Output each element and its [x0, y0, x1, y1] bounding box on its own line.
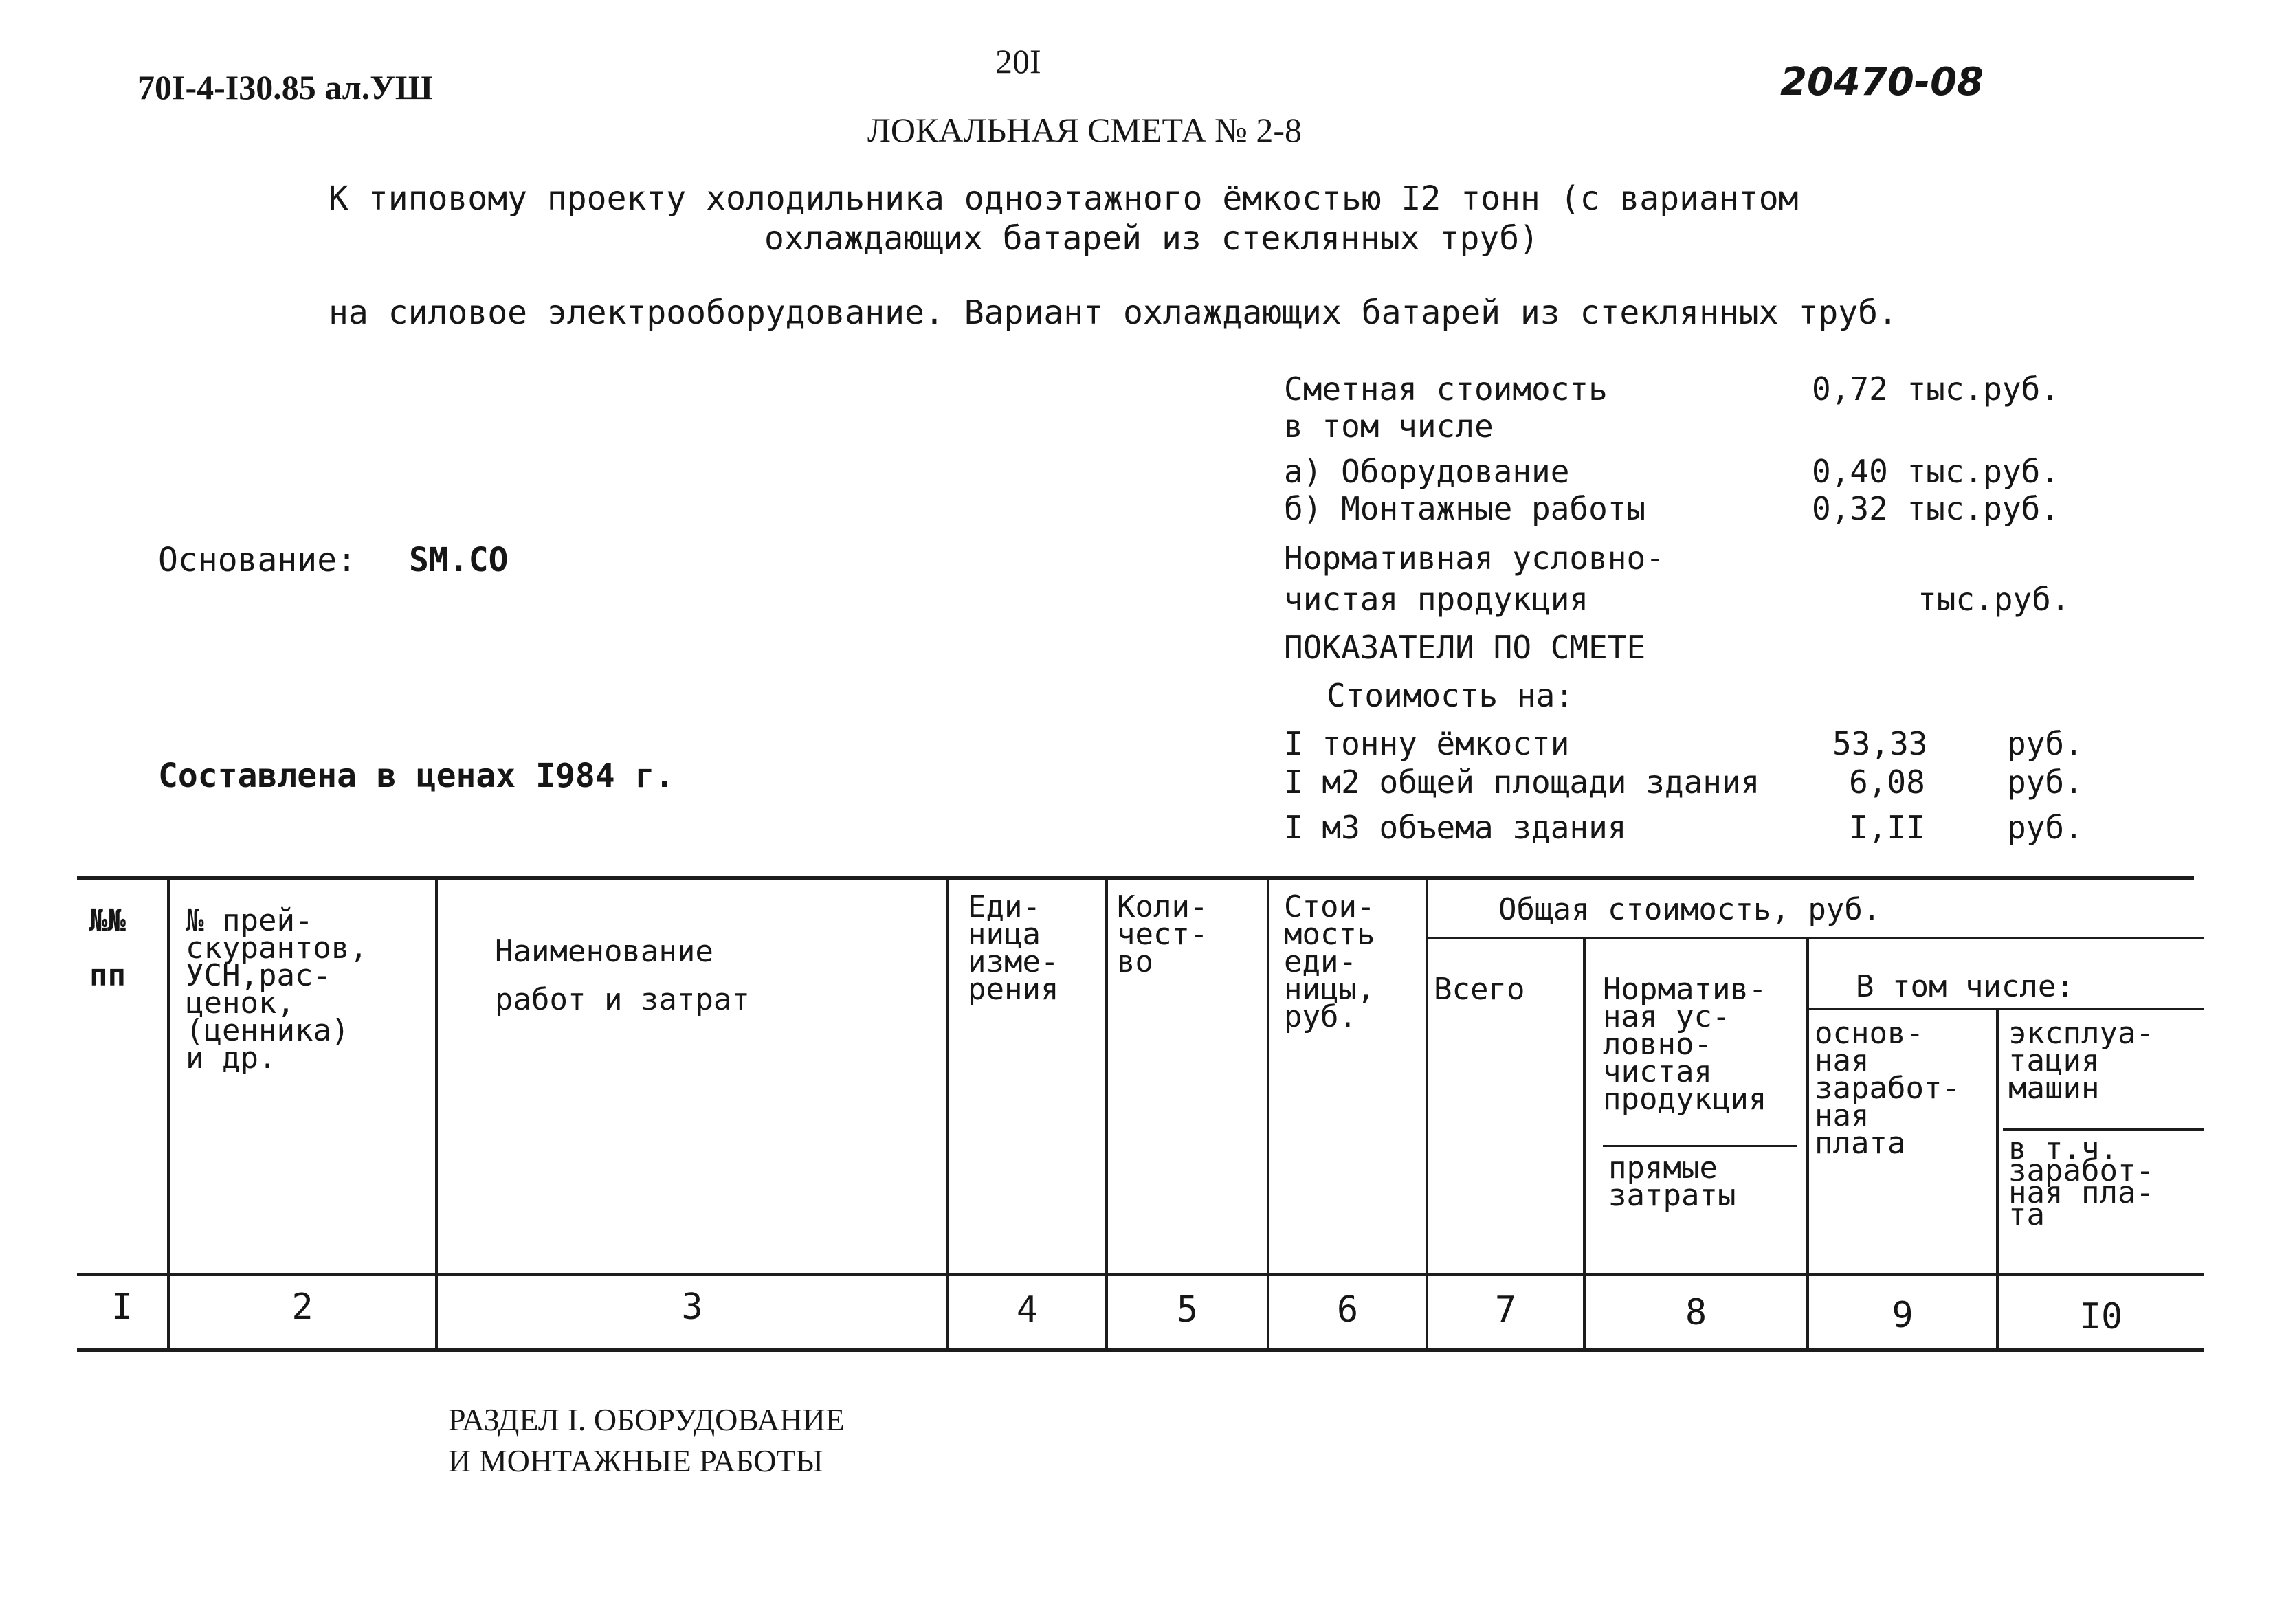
- header-col-1: №№ пп: [89, 903, 126, 993]
- section-heading-line-1: РАЗДЕЛ I. ОБОРУДОВАНИЕ: [448, 1402, 845, 1437]
- indicator-row-3-value: I,II: [1849, 809, 1925, 846]
- header-col-5: Коли- чест- во: [1117, 889, 1208, 979]
- table-bottom-rule: [77, 1348, 2204, 1352]
- col-divider-8: [1806, 939, 1809, 1350]
- header-col-9: основ- ная заработ- ная плата: [1815, 1016, 1960, 1161]
- estimated-cost-value: 0,72 тыс.руб.: [1812, 370, 2060, 408]
- col-divider-6: [1426, 878, 1428, 1350]
- header-col-8-top: Норматив- ная ус- ловно- чистая продукция: [1603, 972, 1767, 1117]
- page-number: 20I: [995, 42, 1041, 80]
- indicator-row-2-unit: руб.: [2007, 764, 2083, 801]
- col-divider-2: [435, 878, 438, 1350]
- header-col-6: Стои- мость еди- ницы, руб.: [1284, 889, 1375, 1034]
- column-number-1: I: [111, 1287, 133, 1328]
- indicator-row-2-value: 6,08: [1849, 764, 1925, 801]
- prices-basis: Составлена в ценах I984 г.: [158, 757, 675, 795]
- basis-label: Основание:: [158, 541, 357, 579]
- indicator-row-1-unit: руб.: [2007, 725, 2083, 762]
- normative-label-2: чистая продукция: [1284, 581, 1589, 618]
- total-cost-rule: [1427, 937, 2204, 939]
- normative-label-1: Нормативная условно-: [1284, 540, 1665, 577]
- header-col-4: Еди- ница изме- рения: [968, 889, 1059, 1007]
- column-number-10: I0: [2079, 1296, 2123, 1337]
- column-number-9: 9: [1892, 1295, 1914, 1336]
- incl-rule: [1808, 1008, 2204, 1010]
- header-incl: В том числе:: [1856, 969, 2074, 1004]
- header-col-3: Наименование работ и затрат: [495, 934, 750, 1017]
- archive-number: 20470-08: [1780, 60, 1984, 104]
- basis-value: SM.CO: [409, 541, 509, 579]
- header-total-cost: Общая стоимость, руб.: [1498, 892, 1881, 927]
- indicators-title: ПОКАЗАТЕЛИ ПО СМЕТЕ: [1284, 629, 1646, 666]
- column-number-8: 8: [1685, 1292, 1707, 1333]
- document-title: ЛОКАЛЬНАЯ СМЕТА № 2-8: [867, 111, 1302, 149]
- col-divider-4: [1105, 878, 1108, 1350]
- indicator-row-3-unit: руб.: [2007, 809, 2083, 846]
- col8-divider-rule: [1603, 1145, 1797, 1147]
- header-col-10-top: эксплуа- тация машин: [2008, 1016, 2154, 1106]
- column-number-7: 7: [1494, 1289, 1517, 1331]
- equipment-label: а) Оборудование: [1284, 453, 1570, 490]
- indicator-row-1-label: I тонну ёмкости: [1284, 725, 1570, 762]
- header-col-2: № прей- скурантов, УСН,рас- ценок, (ценника) и др.: [186, 903, 368, 1076]
- section-heading-line-2: И МОНТАЖНЫЕ РАБОТЫ: [448, 1443, 823, 1478]
- normative-value: тыс.руб.: [1918, 581, 2070, 618]
- cost-per-label: Стоимость на:: [1327, 677, 1575, 714]
- col-divider-1: [167, 878, 170, 1350]
- equipment-value: 0,40 тыс.руб.: [1812, 453, 2060, 490]
- installation-value: 0,32 тыс.руб.: [1812, 490, 2060, 527]
- indicator-row-3-label: I м3 объема здания: [1284, 809, 1627, 846]
- subtitle-line-2: охлаждающих батарей из стеклянных труб): [764, 219, 1540, 258]
- indicator-row-1-value: 53,33: [1832, 725, 1928, 762]
- including-label: в том числе: [1284, 408, 1494, 445]
- table-top-rule: [77, 876, 2194, 880]
- document-code: 70I-4-I30.85 ал.УШ: [137, 68, 433, 107]
- column-number-3: 3: [681, 1287, 703, 1328]
- header-col-10-bottom: в т.ч. заработ- ная пла- та: [2008, 1131, 2154, 1232]
- col10-divider-rule: [2003, 1128, 2204, 1131]
- col-divider-3: [946, 878, 949, 1350]
- purpose-line: на силовое электрооборудование. Вариант охлаждающих батарей из стеклянных труб.: [329, 293, 1898, 332]
- header-col-7: Всего: [1434, 972, 1525, 1007]
- header-col-8-bottom: прямые затраты: [1608, 1150, 1736, 1213]
- column-number-2: 2: [291, 1287, 313, 1328]
- table-header-bottom-rule: [77, 1273, 2204, 1276]
- subtitle-line-1: К типовому проекту холодильника одноэтажного ёмкостью I2 тонн (с вариантом: [329, 179, 1799, 218]
- indicator-row-2-label: I м2 общей площади здания: [1284, 764, 1760, 801]
- column-number-4: 4: [1016, 1289, 1039, 1331]
- column-number-6: 6: [1336, 1289, 1359, 1331]
- col-divider-7: [1583, 939, 1586, 1350]
- estimated-cost-label: Сметная стоимость: [1284, 370, 1608, 408]
- column-number-5: 5: [1176, 1289, 1199, 1331]
- col-divider-5: [1267, 878, 1269, 1350]
- installation-label: б) Монтажные работы: [1284, 490, 1646, 527]
